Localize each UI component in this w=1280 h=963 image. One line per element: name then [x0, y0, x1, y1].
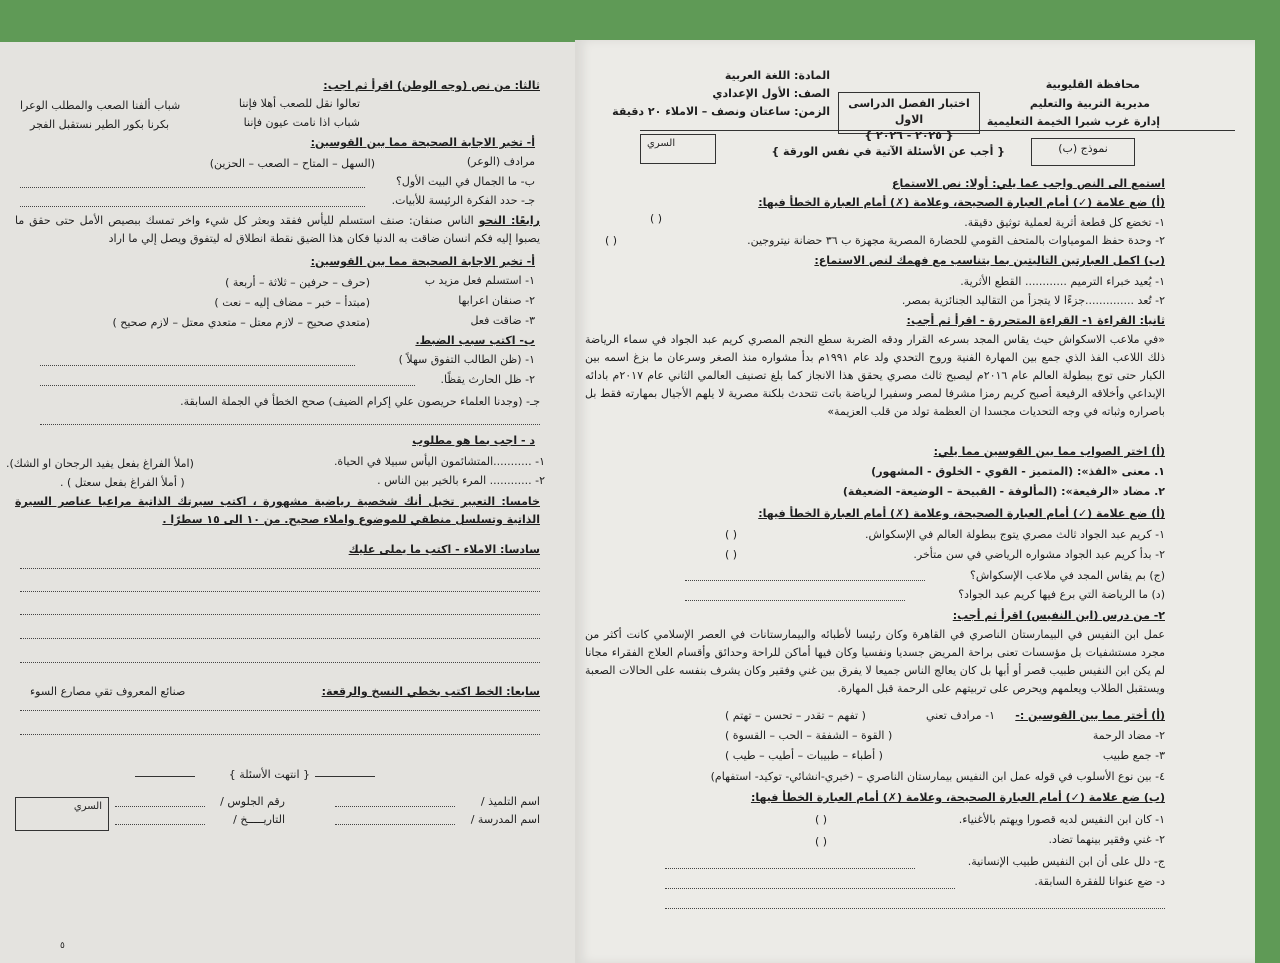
- section-three-title: ثالثا: من نص (وجه الوطن) اقرأ ثم اجب:: [323, 79, 540, 92]
- q-four-b: ب- اكتب سبب الضبط.: [415, 334, 535, 347]
- nafis-b2: ٢- غني وفقير بينهما تضاد.: [1048, 833, 1165, 846]
- q-four-c: جـ- (وجدنا العلماء حريصون علي إكرام الضيف) صحح الخطأ في الجملة السابقة.: [180, 395, 540, 408]
- secret-code-box: [15, 797, 109, 831]
- reading-a1: ١. معنى «الفذ»: (المتميز - القوي - الخلوق - المشهور): [871, 465, 1165, 478]
- page-number: ٥: [60, 941, 65, 951]
- header-divider: [640, 130, 1235, 131]
- reading-q-a: (أ) اختر الصواب مما بين القوسين مما يلي:: [933, 445, 1165, 458]
- reading-q-d: (د) ما الرياضة التي برع فيها كريم عبد الجواد؟: [958, 588, 1165, 601]
- calligraphy-line[interactable]: [20, 710, 540, 711]
- answer-line[interactable]: [20, 187, 365, 188]
- answer-line[interactable]: [665, 908, 1165, 909]
- subject: المادة: اللغة العربية: [724, 69, 830, 82]
- nafis-a2-options: ( القوة – الشفقة – الحب – القسوة ): [725, 729, 893, 742]
- section-five-title: خامسا: التعبير تخيل أنك شخصية رياضية مشهورة ، اكتب سيرتك الذاتية مراعيا عناصر السيرة الذاتية وتسلسل: [15, 495, 540, 526]
- nafis-passage: عمل ابن النفيس في البيمارستان الناصري في القاهرة وكان رئيسا لأطبائه والبيمارستانات في العصر الإسلامي كانت أكثر من مجرد مستشفيات بل مؤسسات تعنى براحة المريض جسديا ونفسيا وكان فيها أماكن للراحة وحدائق وأقسام العلاج الفقراء مجانا لم يكن ابن النفيس طبيب قصر أو أبها بل كان يعالج الناس جميعا لا يفرق بين غني وفقير وكان يشرف بنفسه على الحالات الصعبة ويستقبل الطلاب ويعلمهم ويحرص على تربيتهم على الرحمة قبل المهارة.: [585, 628, 1165, 695]
- q-four-a3-options: (متعدي صحيح – لازم معتل – متعدي معتل – لازم صحيح ): [112, 316, 370, 329]
- nafis-q-a: (أ) أختر مما بين القوسين :-: [1015, 709, 1165, 722]
- listening-q-a: (أ) ضع علامة (✓) أمام العبارة الصحيحة، وعلامة (✗) أمام العبارة الخطأ فيها:: [758, 196, 1165, 209]
- section-five-title-cont: منطقي للموضوع واملاء صحيح. من ١٠ الى ١٥ سطرًا .: [162, 513, 452, 526]
- listening-b1: ١- يُعيد خبراء الترميم ............ القطع الأثرية.: [960, 275, 1165, 288]
- model-label: نموذج (ب): [1058, 142, 1108, 155]
- exam-time: الزمن: ساعتان ونصف – الاملاء ٢٠ دقيقة: [612, 105, 830, 118]
- q-four-a: أ- تخير الاجابة الصحيحة مما بين القوسين:: [310, 255, 535, 268]
- secret-code-box: [640, 134, 716, 164]
- q-four-a1-options: (حرف – حرفين – ثلاثة – أربعة ): [225, 276, 370, 289]
- nafis-a4: ٤- بين نوع الأسلوب في قوله عمل ابن النفيس بيمارستان الناصري – (خبري-انشائي- توكيد- استفهام): [710, 770, 1165, 783]
- verse-2b: بكرنا بكور الطير نستقبل الفجر: [30, 118, 170, 131]
- instruction: { أجب عن الأسئلة الآتية في نفس الورقة }: [771, 145, 1005, 158]
- dictation-line[interactable]: [20, 614, 540, 615]
- q-four-d: د - اجب بما هو مطلوب: [412, 434, 535, 447]
- nafis-a1-options: ( تفهم – تقدر – تحسن – تهتم ): [725, 709, 866, 722]
- answer-line[interactable]: [665, 888, 955, 889]
- section-six-title: سادسا: الاملاء - اكتب ما يملى عليك: [348, 543, 540, 556]
- listening-title: استمع الى النص واجب عما يلي: أولا: نص الاستماع: [891, 177, 1165, 190]
- secret-label: السري: [73, 801, 102, 812]
- nafis-a3: ٣- جمع طبيب: [1102, 749, 1165, 762]
- q-four-d2-hint: ( أملأ الفراغ بفعل سعتل ) .: [60, 476, 185, 489]
- seat-number-label: رقم الجلوس /: [220, 795, 285, 808]
- nafis-q-d: د- ضع عنوانا للفقرة السابقة.: [1034, 875, 1165, 888]
- answer-line[interactable]: [685, 580, 925, 581]
- q-three-c: جـ- حدد الفكرة الرئيسة للأبيات.: [391, 194, 535, 207]
- answer-parens[interactable]: ( ): [815, 835, 828, 848]
- section-seven-title: سابعا: الخط اكتب بخطي النسخ والرقعة:: [321, 685, 540, 698]
- model-box: [1031, 138, 1135, 166]
- q-four-d1-hint: (املأ الفراغ بفعل يفيد الرجحان او الشك).: [6, 457, 194, 470]
- q-three-a1: مرادف (الوعر): [466, 155, 535, 168]
- calligraphy-phrase: صنائع المعروف تقي مصارع السوء: [30, 685, 186, 698]
- q-three-a1-options: (السهل – المتاح – الصعب – الحزين): [209, 157, 375, 170]
- grammar-passage-text: الناس صنفان: صنف استسلم لليأس ففقد وبعثر كل شيء واخر تمسك ببصيص الأمل حتى حقق ما يصبوا إليه فكم انسان ضاقت به الدنيا فكان هذا الضيق نقطة انطلاق له ليتفوق ويصل إلي ما اراد: [15, 214, 540, 245]
- administration: إدارة غرب شبرا الخيمة التعليمية: [986, 115, 1160, 128]
- date-label: التاريـــــخ /: [233, 813, 285, 826]
- q-four-a2-options: (مبتدأ – خبر – مضاف إليه – نعت ): [214, 296, 370, 309]
- school-name-field[interactable]: [335, 824, 455, 825]
- governorate: محافظة القليوبية: [1045, 78, 1140, 91]
- reading-q-c: (ج) بم يقاس المجد في ملاعب الإسكواش؟: [970, 569, 1165, 582]
- exam-title-box: [838, 92, 980, 142]
- end-of-questions: { انتهت الأسئلة }: [228, 768, 310, 781]
- answer-parens[interactable]: ( ): [815, 813, 828, 826]
- reading-passage: «في ملاعب الاسكواش حيث يقاس المجد بسرعه القرار ودقه الضربة سطع النجم المصري كريم عبد الجواد في سماء الرياضة ذلك اللاعب الفذ الذي جمع بين المهارة الفنية وروح التحدي ولد عام ١٩٩١م بدأ مشواره منذ الصغر وسرعان ما بزغ اسمه بين الكبار حتى توج ببطولة العالم عام ٢٠١٦م ليصبح ثالث مصري يحقق هذا الانجاز كما بلغ تصنيف العالمي الثاني عام ٢٠١٧م بادائه الإبداعي وأخلاقه الرفيعة أصبح كريم رمزا مشرفا لمصر وسفيرا لرياضة باتت تتحدث بلكنة مصرية لا يلهم الأجيال بمهارته فقط بل باصراره وثباته في وجه التحديات مجسدا ان العظمة تولد من قلب العزيمة»: [585, 333, 1166, 418]
- divider: [135, 776, 195, 777]
- student-name-field[interactable]: [335, 806, 455, 807]
- answer-parens[interactable]: ( ): [725, 548, 738, 561]
- q-three-a: أ- تخير الاجابة الصحيحة مما بين القوسين:: [310, 136, 535, 149]
- answer-line[interactable]: [685, 600, 905, 601]
- answer-parens[interactable]: ( ): [725, 528, 738, 541]
- answer-line[interactable]: [40, 385, 415, 386]
- exam-page-right: [575, 40, 1255, 963]
- section-four-title: رابعًا: النحو: [478, 214, 540, 227]
- answer-line[interactable]: [40, 365, 355, 366]
- q-four-d2: ٢- ............ المرء بالخير بين الناس .: [377, 474, 545, 487]
- dictation-line[interactable]: [20, 662, 540, 663]
- verse-1a: تعالوا نقل للصعب أهلا فإننا: [238, 97, 360, 110]
- q-four-a3: ٣- ضاقت فعل: [470, 314, 535, 327]
- nafis-a1: ١- مرادف تعني: [925, 709, 995, 722]
- answer-line[interactable]: [40, 424, 540, 425]
- reading-title: ثانيا: القراءة ١- القراءة المتحررة - اقرأ ثم أجب:: [906, 314, 1165, 327]
- student-name-label: اسم التلميذ /: [480, 795, 540, 808]
- dictation-line[interactable]: [20, 591, 540, 592]
- nafis-a2: ٢- مضاد الرحمة: [1092, 729, 1165, 742]
- grammar-passage: [15, 212, 540, 248]
- school-name-label: اسم المدرسة /: [470, 813, 540, 826]
- verse-2a: شباب اذا نامت عيون فإننا: [243, 116, 360, 129]
- listening-b2: ٢- تُعد ..............جزءًا لا يتجزأ من التقاليد الجنائزية بمصر.: [901, 294, 1165, 307]
- secret-label: السري: [647, 138, 676, 149]
- q-four-b1: ١- (ظن الطالب التفوق سهلاً ): [398, 353, 535, 366]
- q-four-b2: ٢- ظل الحارث يقظًا.: [440, 373, 535, 386]
- listening-a2: ٢- وحدة حفظ المومياوات بالمتحف القومي للحضارة المصرية مجهزة ب ٣٦ حضانة نيتروجين.: [747, 234, 1165, 247]
- reading-a2: ٢. مضاد «الرفيعة»: (المألوفة - القبيحة – الوضيعة- الضعيفة): [842, 485, 1165, 498]
- q-four-d1: ١- ...........المتشائمون اليأس سبيلا في الحياة.: [333, 455, 545, 468]
- nafis-a3-options: ( أطباء – طبيبات – أطيب – طيب ): [725, 749, 883, 762]
- directorate: مديرية التربية والتعليم: [1029, 97, 1150, 110]
- section-five: [15, 493, 540, 529]
- q-three-b: ب- ما الجمال في البيت الأول؟: [395, 175, 535, 188]
- reading-b2: ٢- بدأ كريم عبد الجواد مشواره الرياضي في سن متأخر.: [913, 548, 1165, 561]
- grade: الصف: الأول الإعدادي: [712, 87, 830, 100]
- nafis-title: ٢- من درس (ابن النفيس) اقرأ ثم أجب:: [952, 609, 1165, 622]
- answer-line[interactable]: [665, 868, 915, 869]
- answer-line[interactable]: [20, 206, 365, 207]
- nafis-b1: ١- كان ابن النفيس لديه قصورا ويهتم بالأغنياء.: [958, 813, 1165, 826]
- calligraphy-line[interactable]: [20, 734, 540, 735]
- answer-parens[interactable]: ( ): [605, 234, 618, 247]
- answer-parens[interactable]: ( ): [650, 212, 663, 225]
- q-four-a2: ٢- صنفان اعرابها: [458, 294, 535, 307]
- exam-page-left: [0, 42, 575, 963]
- date-field[interactable]: [115, 824, 205, 825]
- listening-a1: ١- تخضع كل قطعة أثرية لعملية توثيق دقيقة.: [964, 216, 1165, 229]
- nafis-q-c: ج- دلل على أن ابن النفيس طبيب الإنسانية.: [967, 855, 1165, 868]
- verse-1b: شباب ألفنا الصعب والمطلب الوعرا: [20, 99, 181, 112]
- dictation-line[interactable]: [20, 638, 540, 639]
- seat-number-field[interactable]: [115, 806, 205, 807]
- nafis-q-b: (ب) ضع علامة (✓) أمام العبارة الصحيحة، وعلامة (✗) أمام العبارة الخطأ فيها:: [750, 791, 1165, 804]
- reading-b1: ١- كريم عبد الجواد ثالث مصري يتوج ببطولة العالم في الإسكواش.: [865, 528, 1165, 541]
- divider: [315, 776, 375, 777]
- exam-title: اختبار الفصل الدراسى الاول: [848, 97, 970, 126]
- q-four-a1: ١- استسلم فعل مزيد ب: [424, 274, 535, 287]
- dictation-line[interactable]: [20, 568, 540, 569]
- listening-q-b: (ب) اكمل العبارتين التاليتين بما يتناسب مع فهمك لنص الاستماع:: [814, 254, 1165, 267]
- reading-q-b: (أ) ضع علامة (✓) أمام العبارة الصحيحة، وعلامة (✗) أمام العبارة الخطأ فيها:: [758, 507, 1165, 520]
- exam-year: { ٢٠٢٥ - ٢٠٢٦ }: [864, 129, 954, 142]
